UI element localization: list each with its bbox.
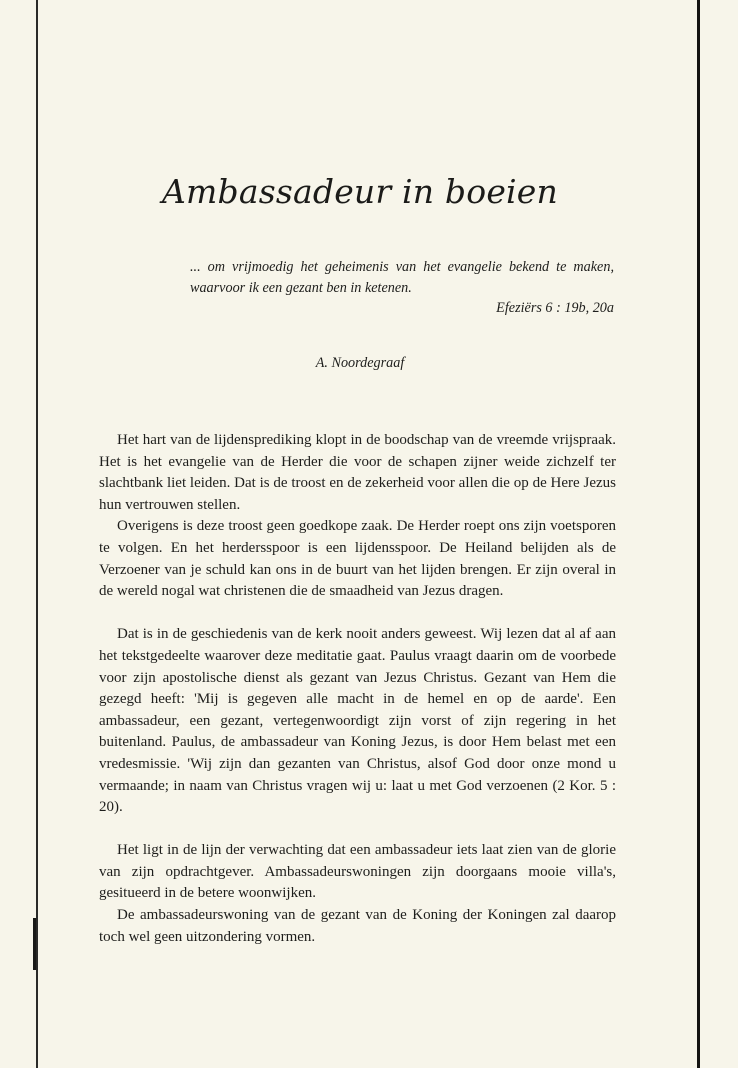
article-title: Ambassadeur in boeien — [162, 172, 558, 211]
author-name: A. Noordegraaf — [315, 355, 405, 371]
article-body — [99, 430, 616, 948]
paragraph: Het ligt in de lijn der verwachting dat een ambassadeur iets laat zien van de glorie van zijn opdrachtgever. Ambassadeurswoningen zijn doorgaans mooie villa's, gesitueerd in de betere woonwijken. — [99, 842, 616, 902]
epigraph-quote: ... om vrijmoedig het geheimenis van het evangelie bekend te maken, waarvoor ik een gezant ben in ketenen. — [190, 259, 614, 296]
paragraph: De ambassadeurswoning van de gezant van de Koning der Koningen zal daarop toch wel geen uitzondering vormen. — [99, 907, 616, 945]
paragraph: Het hart van de lijdensprediking klopt in de boodschap van de vreemde vrijspraak. Het is het evangelie van de Herder die voor de schapen zijner weide zichzelf ter slachtbank liet leiden. Dat is de troost en de zekerheid voor allen die op de Here Jezus hun vertrouwen stellen. — [99, 432, 616, 513]
epigraph-reference: Efeziërs 6 : 19b, 20a — [496, 300, 614, 316]
paragraph: Overigens is deze troost geen goedkope zaak. De Herder roept ons zijn voetsporen te volgen. En het herdersspoor is een lijdensspoor. De Heiland belijden als de Verzoener van je schuld kan ons in de buurt van het lijden brengen. Er zijn overal in de wereld nogal wat christenen die de smaadheid van Jezus dragen. — [99, 518, 616, 600]
paragraph: Dat is in de geschiedenis van de kerk nooit anders geweest. Wij lezen dat al af aan het tekstgedeelte waarover deze meditatie gaat. Paulus vraagt daarin om de voorbede voor zijn apostolische dienst als gezant van Jezus Christus. Gezant van Hem die gezegd heeft: 'Mij is gegeven alle macht in de hemel en op de aarde'. Een ambassadeur, een gezant, vertegenwoordigt zijn vorst of zijn regering in het buitenland. Paulus, de ambassadeur van Koning Jezus, is door Hem belast met een vredesmissie. 'Wij zijn dan gezanten van Christus, alsof God door onze mond u vermaande; in naam van Christus vragen wij u: laat u met God verzoenen (2 Kor. 5 : 20). — [99, 626, 616, 816]
